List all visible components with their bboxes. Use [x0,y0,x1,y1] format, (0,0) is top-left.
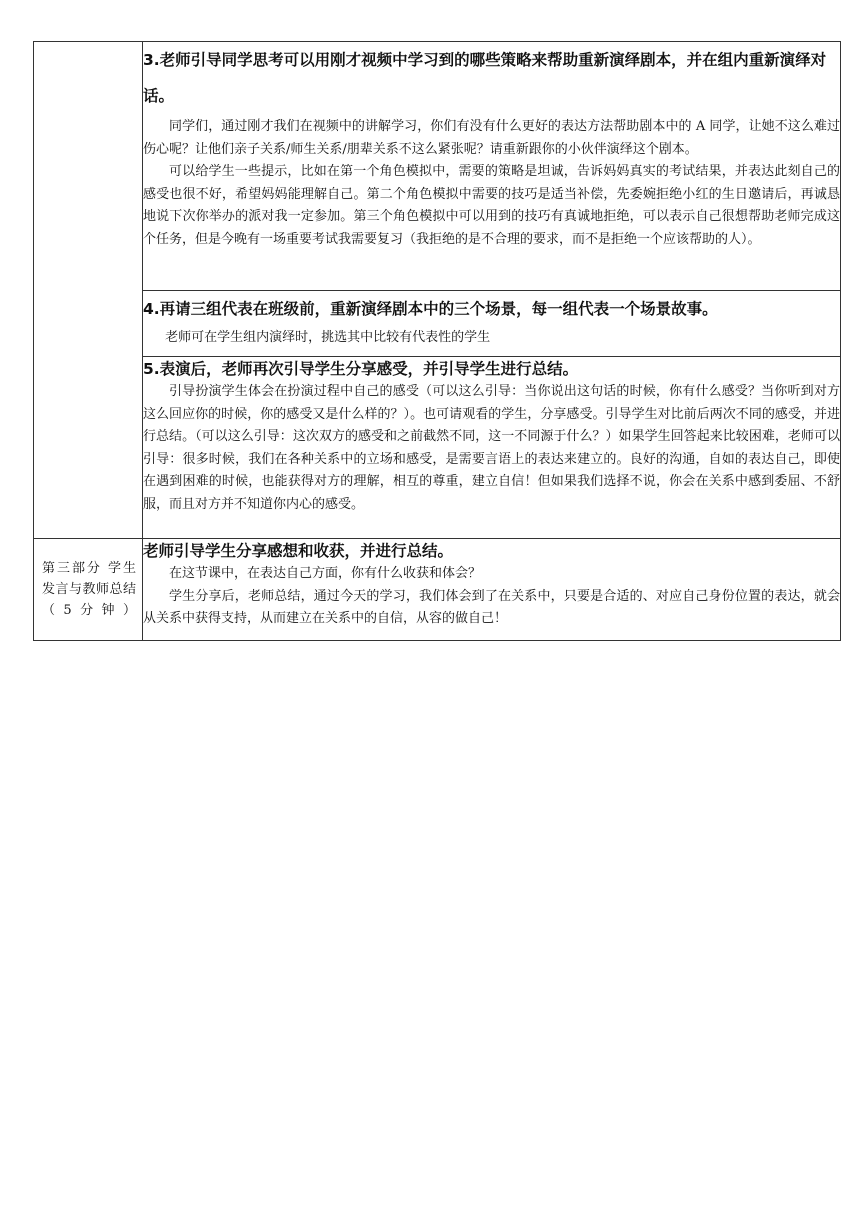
table-row [34,357,841,539]
summary-heading: 老师引导学生分享感想和收获，并进行总结。 [143,542,454,560]
section-label-part-3: 第三部分 学生发言与教师总结（5分钟） [42,561,136,618]
section-label-cell [34,539,143,641]
step-3-paragraph-1: 同学们，通过刚才我们在视频中的讲解学习，你们有没有什么更好的表达方法帮助剧本中的 A 同学，让她不这么难过伤心呢？让他们亲子关系/师生关系/朋辈关系不这么紧张呢？请重新跟你的小伙伴演绎这个剧本。 [143,119,840,157]
table-row [34,539,841,641]
lesson-plan-table [33,41,841,641]
summary-cell [143,539,841,641]
step-3-paragraph-2: 可以给学生一些提示，比如在第一个角色模拟中，需要的策略是坦诚，告诉妈妈真实的考试结果，并表达此刻自己的感受也很不好，希望妈妈能理解自己。第二个角色模拟中需要的技巧是适当补偿，先委婉拒绝小红的生日邀请后，再诚恳地说下次你举办的派对我一定参加。第三个角色模拟中可以用到的技巧有真诚地拒绝，可以表示自己很想帮助老师完成这个任务，但是今晚有一场重要考试我需要复习（我拒绝的是不合理的要求，而不是拒绝一个应该帮助的人）。 [143,164,840,247]
step-4-cell [143,291,841,357]
section-label-cell-empty [34,42,143,539]
step-5-cell [143,357,841,539]
summary-paragraph-2: 学生分享后，老师总结，通过今天的学习，我们体会到了在关系中，只要是合适的、对应自己身份位置的表达，就会从关系中获得支持，从而建立在关系中的自信，从容的做自己！ [143,588,840,626]
step-3-heading: 3.老师引导同学思考可以用刚才视频中学习到的哪些策略来帮助重新演绎剧本，并在组内重新演绎对话。 [143,51,827,105]
step-5-paragraph-1: 引导扮演学生体会在扮演过程中自己的感受（可以这么引导：当你说出这句话的时候，你有什么感受？当你听到对方这么回应你的时候，你的感受又是什么样的？）。也可请观看的学生，分享感受。引导学生对比前后两次不同的感受，并进行总结。（可以这么引导：这次双方的感受和之前截然不同，这一不同源于什么？）如果学生回答起来比较困难，老师可以引导：很多时候，我们在各种关系中的立场和感受，是需要言语上的表达来建立的。良好的沟通，自如的表达自己，即使在遇到困难的时候，也能获得对方的理解，相互的尊重，建立自信！但如果我们选择不说，你会在关系中感到委屈、不舒服，而且对方并不知道你内心的感受。 [143,384,840,512]
table-row [34,42,841,291]
step-5-heading: 5.表演后，老师再次引导学生分享感受，并引导学生进行总结。 [143,360,579,378]
step-4-paragraph-1: 老师可在学生组内演绎时，挑选其中比较有代表性的学生 [165,330,491,345]
table-row [34,291,841,357]
summary-paragraph-1: 在这节课中，在表达自己方面，你有什么收获和体会？ [169,566,482,581]
step-4-heading: 4.再请三组代表在班级前，重新演绎剧本中的三个场景，每一组代表一个场景故事。 [143,300,718,318]
step-3-cell [143,42,841,291]
